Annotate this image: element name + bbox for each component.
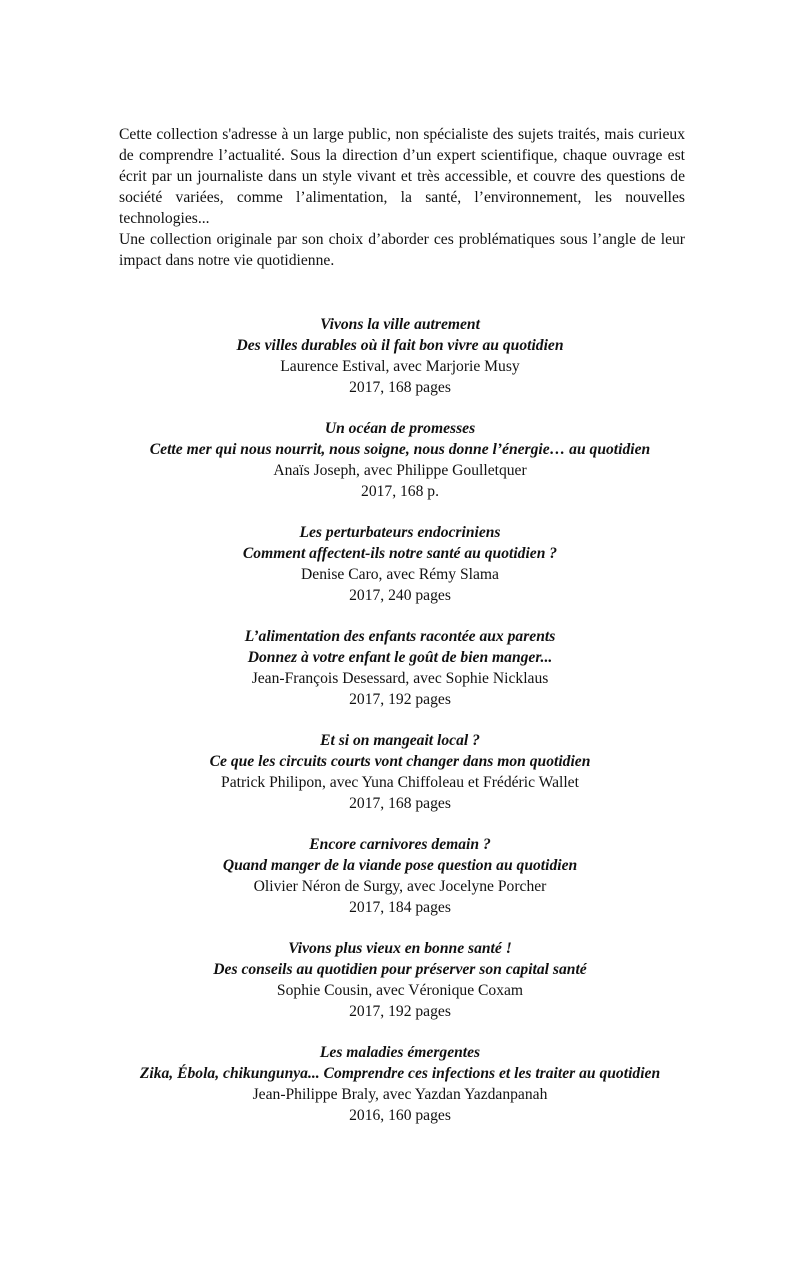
- book-subtitle: Quand manger de la viande pose question au quotidien: [222, 857, 578, 874]
- book-publication-info: 2017, 240 pages: [349, 587, 451, 604]
- book-authors: Olivier Néron de Surgy, avec Jocelyne Porcher: [253, 878, 547, 895]
- book-authors: Anaïs Joseph, avec Philippe Goulletquer: [273, 462, 527, 479]
- book-publication-info: 2017, 168 pages: [349, 795, 451, 812]
- book-subtitle: Cette mer qui nous nourrit, nous soigne, nous donne l’énergie… au quotidien: [149, 441, 651, 458]
- book-title: Et si on mangeait local ?: [320, 732, 480, 749]
- book-publication-info: 2017, 192 pages: [349, 691, 451, 708]
- description-paragraph: Cette collection s'adresse à un large public, non spécialiste des sujets traités, mais curieux de comprendre l’actualité. Sous la direction d’un expert scientifique, chaque ouvrage est écrit par un journaliste dans un style vivant et très accessible, et couvre des questions de société variées, comme l’alimentation, la santé, l’environnement, les nouvelles technologies...: [119, 126, 685, 227]
- book-title: Vivons la ville autrement: [320, 316, 480, 333]
- book-title: Encore carnivores demain ?: [309, 836, 491, 853]
- book-entry: [60, 626, 740, 710]
- book-entry: [60, 938, 740, 1022]
- book-title: Vivons plus vieux en bonne santé !: [288, 940, 512, 957]
- book-entry: [60, 834, 740, 918]
- book-subtitle: Zika, Ébola, chikungunya... Comprendre ces infections et les traiter au quotidien: [139, 1065, 661, 1082]
- book-list: [60, 314, 740, 1146]
- book-title: Un océan de promesses: [324, 420, 476, 437]
- book-entry: [60, 730, 740, 814]
- book-title: Les perturbateurs endocriniens: [299, 524, 501, 541]
- collection-description: [119, 124, 685, 271]
- book-publication-info: 2017, 184 pages: [349, 899, 451, 916]
- book-subtitle: Des conseils au quotidien pour préserver son capital santé: [213, 961, 587, 978]
- book-entry: [60, 522, 740, 606]
- book-authors: Patrick Philipon, avec Yuna Chiffoleau et Frédéric Wallet: [221, 774, 579, 791]
- book-publication-info: 2016, 160 pages: [349, 1107, 451, 1124]
- book-authors: Denise Caro, avec Rémy Slama: [301, 566, 499, 583]
- book-authors: Jean-François Desessard, avec Sophie Nicklaus: [251, 670, 549, 687]
- book-subtitle: Des villes durables où il fait bon vivre au quotidien: [236, 337, 564, 354]
- description-paragraph: Une collection originale par son choix d’aborder ces problématiques sous l’angle de leur impact dans notre vie quotidienne.: [119, 231, 685, 269]
- book-entry: [60, 314, 740, 398]
- book-publication-info: 2017, 168 pages: [349, 379, 451, 396]
- book-publication-info: 2017, 168 p.: [361, 483, 439, 500]
- book-publication-info: 2017, 192 pages: [349, 1003, 451, 1020]
- book-subtitle: Donnez à votre enfant le goût de bien manger...: [247, 649, 553, 666]
- book-subtitle: Comment affectent-ils notre santé au quotidien ?: [242, 545, 558, 562]
- book-authors: Jean-Philippe Braly, avec Yazdan Yazdanpanah: [252, 1086, 548, 1103]
- book-authors: Laurence Estival, avec Marjorie Musy: [280, 358, 520, 375]
- book-entry: [60, 418, 740, 502]
- book-entry: [60, 1042, 740, 1126]
- book-authors: Sophie Cousin, avec Véronique Coxam: [276, 982, 524, 999]
- book-title: Les maladies émergentes: [319, 1044, 481, 1061]
- book-subtitle: Ce que les circuits courts vont changer dans mon quotidien: [209, 753, 591, 770]
- book-title: L’alimentation des enfants racontée aux parents: [244, 628, 556, 645]
